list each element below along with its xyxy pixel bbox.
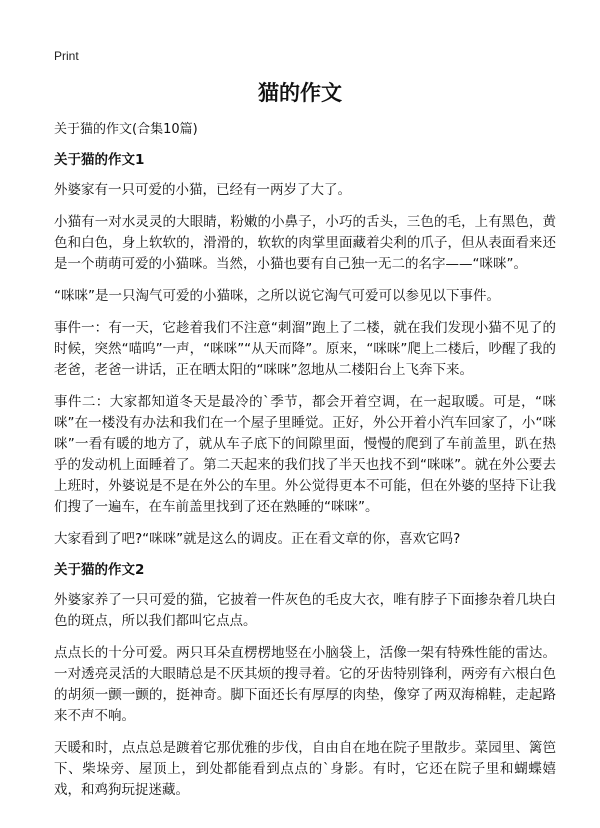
section-heading: 关于猫的作文2 xyxy=(54,562,145,578)
paragraph: 天暖和时，点点总是踱着它那优雅的步伐，自由自在地在院子里散步。菜园里、篱笆下、柴垛旁、屋顶上，到处都能看到点点的`身影。有时，它还在院子里和蝴蝶嬉戏，和鸡狗玩捉迷藏。 xyxy=(54,740,556,798)
page-subtitle: 关于猫的作文(合集10篇) xyxy=(54,122,198,137)
essay-section-2 xyxy=(54,561,556,801)
section-heading: 关于猫的作文1 xyxy=(54,152,145,168)
paragraph: 外婆家养了一只可爱的猫，它披着一件灰色的毛皮大衣，唯有脖子下面掺杂着几块白色的斑点，所以我们都叫它点点。 xyxy=(54,592,556,629)
print-label: Print xyxy=(54,49,79,63)
document-content xyxy=(54,151,556,812)
paragraph: 外婆家有一只可爱的小猫，已经有一两岁了大了。 xyxy=(54,182,351,198)
paragraph: 事件一：有一天，它趁着我们不注意“刺溜”跑上了二楼，就在我们发现小猫不见了的时候，突然“喵呜”一声，“咪咪”“从天而降”。原来，“咪咪”爬上二楼后，吵醒了我的老爸，老爸一讲话，正在晒太阳的“咪咪”忽地从二楼阳台上飞奔下来。 xyxy=(54,320,556,378)
paragraph: 事件二：大家都知道冬天是最冷的`季节，都会开着空调，在一起取暖。可是，“咪咪”在一楼没有办法和我们在一个屋子里睡觉。正好，外公开着小汽车回家了，小“咪咪”一看有暖的地方了，就从车子底下的间隙里面，慢慢的爬到了车前盖里，趴在热乎的发动机上面睡着了。第二天起来的我们找了半天也找不到“咪咪”。就在外公要去上班时，外婆说是不是在外公的车里。外公觉得更本不可能，但在外婆的坚持下让我们搜了一遍车，在车前盖里找到了还在熟睡的“咪咪”。 xyxy=(54,394,556,515)
essay-section-1 xyxy=(54,151,556,550)
paragraph: 点点长的十分可爱。两只耳朵直楞楞地竖在小脑袋上，活像一架有特殊性能的雷达。一对透亮灵活的大眼睛总是不厌其烦的搜寻着。它的牙齿特别锋利，两旁有六根白色的胡须一颤一颤的，挺神奇。脚下面还长有厚厚的肉垫，像穿了两双海棉鞋，走起路来不声不响。 xyxy=(54,645,556,724)
paragraph: 大家看到了吧?“咪咪”就是这么的调皮。正在看文章的你，喜欢它吗? xyxy=(54,531,461,547)
paragraph: 小猫有一对水灵灵的大眼睛，粉嫩的小鼻子，小巧的舌头，三色的毛，上有黑色，黄色和白色，身上软软的，滑滑的，软软的肉掌里面藏着尖利的爪子，但从表面看来还是一个萌萌可爱的小猫咪。当然，小猫也要有自己独一无二的名字——“咪咪”。 xyxy=(54,214,556,272)
paragraph: “咪咪”是一只淘气可爱的小猫咪，之所以说它淘气可爱可以参见以下事件。 xyxy=(54,288,500,304)
page-title: 猫的作文 xyxy=(258,81,342,105)
